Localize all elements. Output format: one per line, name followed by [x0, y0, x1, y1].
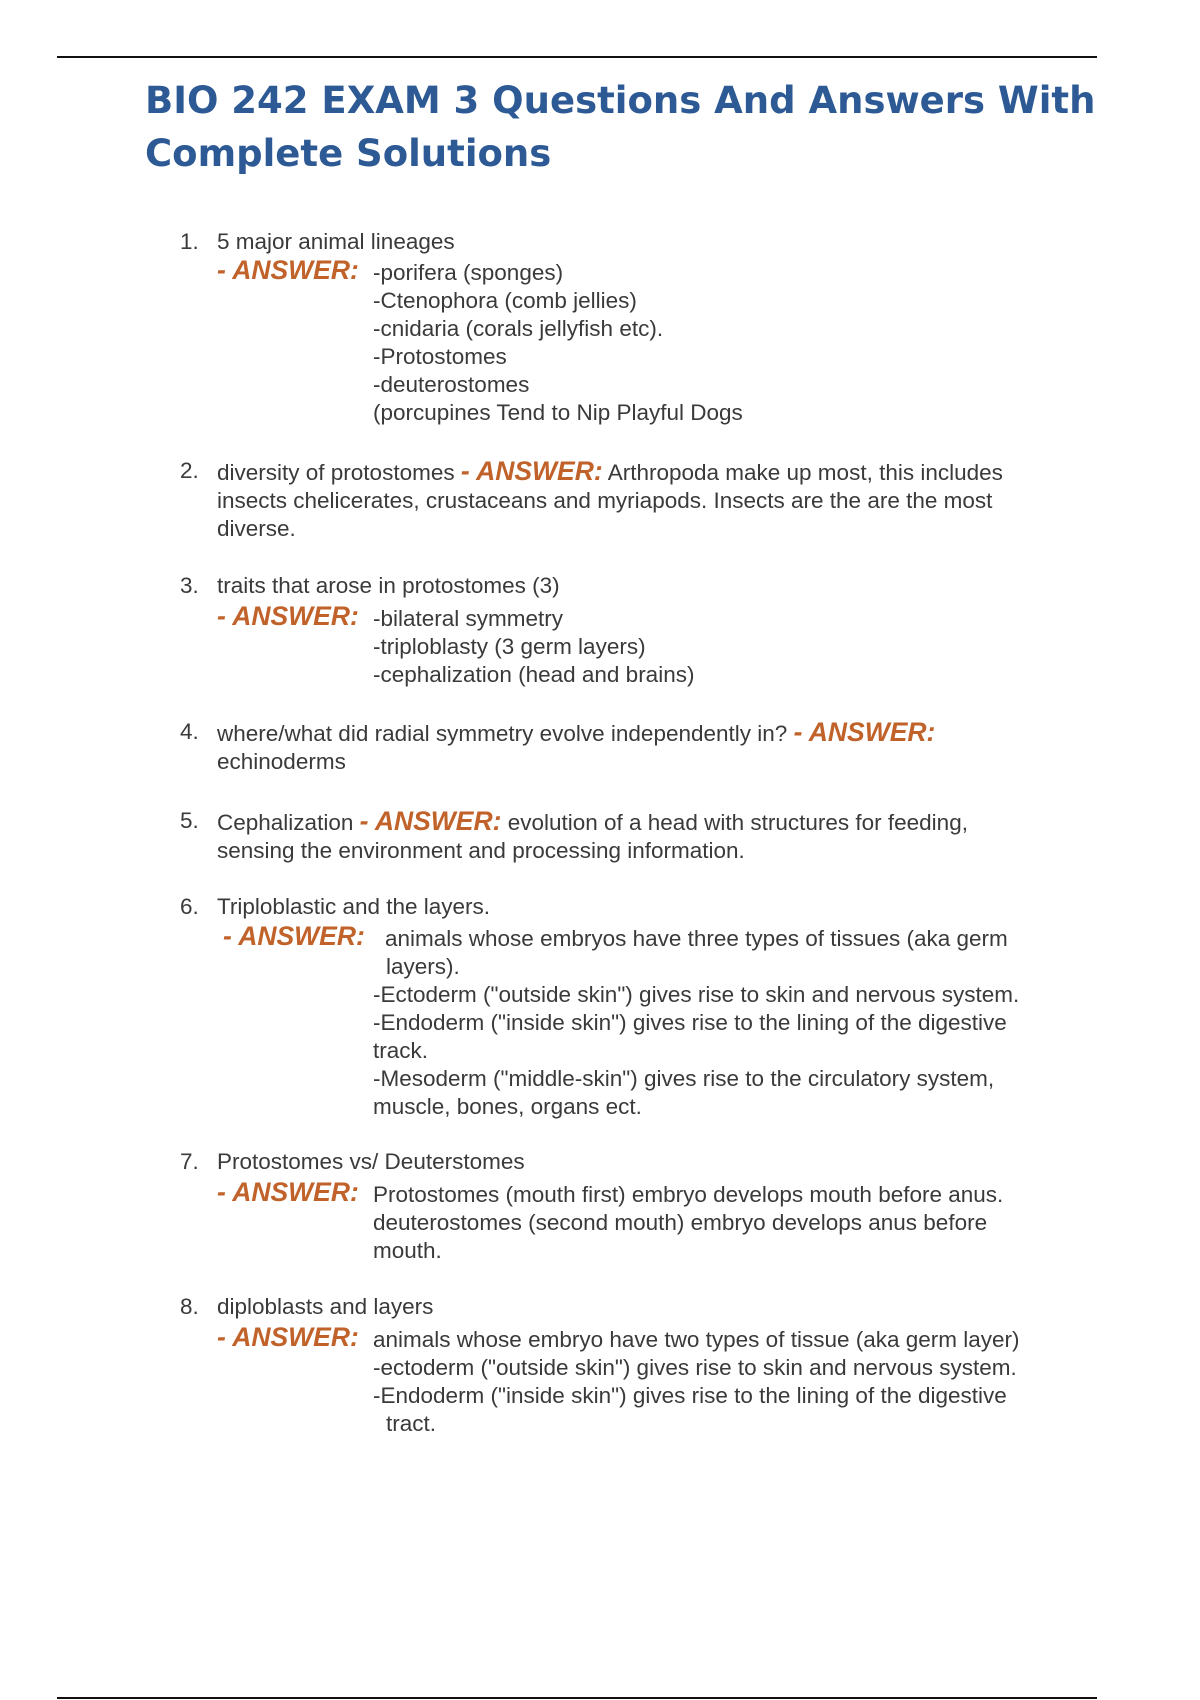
answer-line: animals whose embryo have two types of tissue (aka germ layer) — [373, 1327, 1020, 1352]
item-number: 8. — [180, 1294, 199, 1319]
answer-line: insects chelicerates, crustaceans and myriapods. Insects are the are the most — [217, 488, 993, 513]
item-number: 6. — [180, 894, 199, 919]
item-number: 4. — [180, 719, 199, 744]
answer-line: -Ectoderm ("outside skin") gives rise to skin and nervous system. — [373, 982, 1020, 1007]
answer-line: Protostomes (mouth first) embryo develops mouth before anus. — [373, 1182, 1004, 1207]
answer-marker: - ANSWER: — [460, 456, 603, 486]
question-text — [217, 1293, 1097, 1321]
answer-marker: - ANSWER: — [223, 921, 365, 951]
question-label: 5 major animal lineages — [217, 229, 455, 254]
answer-block — [223, 921, 1103, 1119]
answer-block — [217, 1177, 1097, 1263]
question-label: diversity of protostomes — [217, 460, 455, 485]
bottom-rule — [57, 1697, 1097, 1699]
question-text — [217, 228, 1097, 256]
answer-marker: - ANSWER: — [217, 1322, 359, 1352]
answer-line: muscle, bones, organs ect. — [373, 1094, 642, 1119]
answer-marker: - ANSWER: — [793, 717, 936, 747]
answer-line: deuterostomes (second mouth) embryo develops anus before — [373, 1210, 988, 1235]
answer-line: diverse. — [217, 516, 296, 541]
answer-line: -Endoderm ("inside skin") gives rise to the lining of the digestive — [373, 1383, 1007, 1408]
answer-line: tract. — [386, 1411, 437, 1436]
question-label: where/what did radial symmetry evolve independently in? — [217, 721, 788, 746]
document-title: BIO 242 EXAM 3 Questions And Answers With Complete Solutions — [145, 79, 1096, 175]
answer-marker: - ANSWER: — [217, 255, 359, 285]
answer-line: -cnidaria (corals jellyfish etc). — [373, 316, 664, 341]
question-text — [217, 457, 1097, 543]
answer-lines — [373, 259, 1093, 427]
answer-marker: - ANSWER: — [359, 806, 502, 836]
answer-line: -Endoderm ("inside skin") gives rise to the lining of the digestive — [373, 1010, 1007, 1035]
question-text — [217, 1148, 1097, 1176]
item-number: 5. — [180, 808, 199, 833]
question-text — [217, 572, 1097, 600]
answer-line: -triploblasty (3 germ layers) — [373, 634, 646, 659]
answer-lines — [373, 605, 1093, 689]
item-number: 3. — [180, 573, 199, 598]
answer-line: -ectoderm ("outside skin") gives rise to skin and nervous system. — [373, 1355, 1017, 1380]
question-text — [217, 893, 1097, 921]
question-label: traits that arose in protostomes (3) — [217, 573, 560, 598]
answer-marker: - ANSWER: — [217, 1177, 359, 1207]
answer-line: echinoderms — [217, 749, 346, 774]
answer-line: -cephalization (head and brains) — [373, 662, 695, 687]
answer-line: mouth. — [373, 1238, 442, 1263]
answer-line: -porifera (sponges) — [373, 260, 564, 285]
answer-block — [217, 1322, 1097, 1436]
answer-line: sensing the environment and processing information. — [217, 838, 745, 863]
item-number: 1. — [180, 229, 199, 254]
question-label: Triploblastic and the layers. — [217, 894, 491, 919]
answer-inline: Arthropoda make up most, this includes — [607, 460, 1003, 485]
answer-line: -Ctenophora (comb jellies) — [373, 288, 637, 313]
answer-lines — [373, 1326, 1093, 1438]
answer-line: -Mesoderm ("middle-skin") gives rise to the circulatory system, — [373, 1066, 995, 1091]
answer-line: layers). — [386, 954, 460, 979]
item-number: 2. — [180, 458, 199, 483]
answer-line: (porcupines Tend to Nip Playful Dogs — [373, 400, 743, 425]
question-label: Cephalization — [217, 810, 354, 835]
answer-lines — [373, 953, 1093, 1121]
answer-line: -deuterostomes — [373, 372, 530, 397]
answer-line: track. — [373, 1038, 429, 1063]
answer-line: -Protostomes — [373, 344, 507, 369]
item-number: 7. — [180, 1149, 199, 1174]
top-rule — [57, 56, 1097, 58]
answer-inline: evolution of a head with structures for feeding, — [507, 810, 968, 835]
answer-line: -bilateral symmetry — [373, 606, 564, 631]
answer-lines — [373, 1181, 1093, 1265]
question-label: Protostomes vs/ Deuterstomes — [217, 1149, 525, 1174]
answer-marker: - ANSWER: — [217, 601, 359, 631]
question-label: diploblasts and layers — [217, 1294, 434, 1319]
question-text — [217, 807, 1097, 865]
answer-line: animals whose embryos have three types of tissues (aka germ — [385, 926, 1008, 951]
answer-block — [217, 601, 1097, 687]
answer-block — [217, 255, 1097, 425]
question-text — [217, 718, 1097, 776]
